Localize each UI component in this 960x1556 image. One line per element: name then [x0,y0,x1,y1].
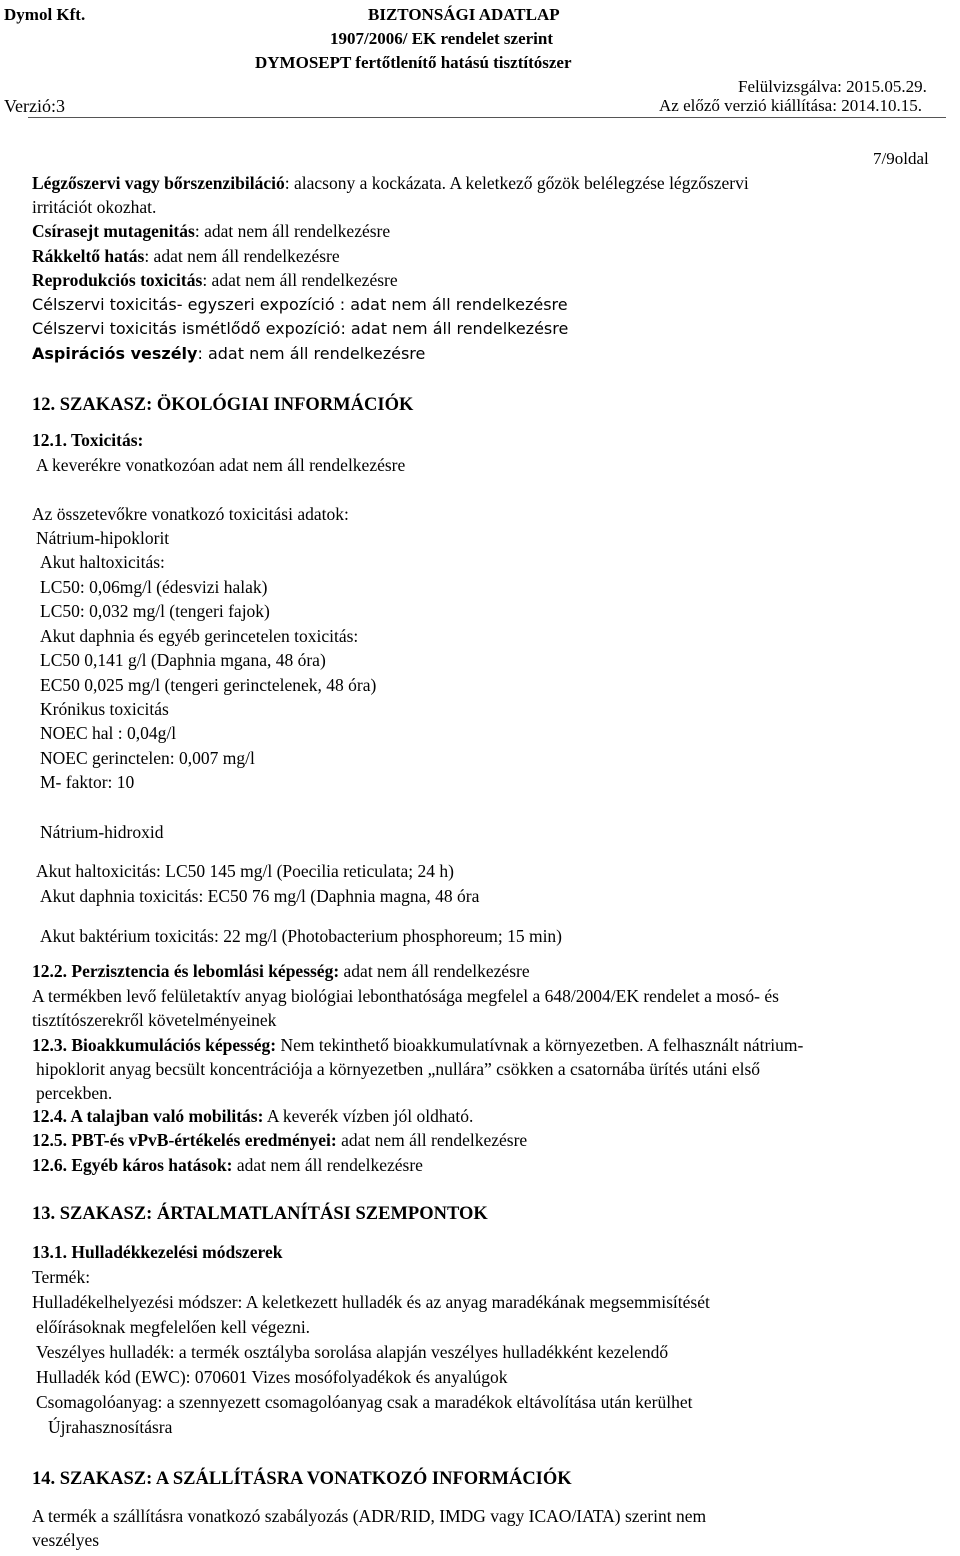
section-12-3-line3: percekben. [36,1083,113,1103]
packaging: Csomagolóanyag: a szennyezett csomagolóanyag csak a maradékok eltávolítása után kerülhet [36,1392,693,1412]
section-12-title: 12. SZAKASZ: ÖKOLÓGIAI INFORMÁCIÓK [32,395,414,415]
product-label: Termék: [32,1267,91,1287]
naoh-fish: Akut haltoxicitás: LC50 145 mg/l (Poecilia reticulata; 24 h) [36,861,454,881]
hypochlorite-name: Nátrium-hipoklorit [36,528,170,548]
section-13-title: 13. SZAKASZ: ÁRTALMATLANÍTÁSI SZEMPONTOK [32,1204,488,1224]
hypochlorite-chronic: Krónikus toxicitás [40,699,169,719]
resp-sensitisation-cont: irritációt okozhat. [32,197,157,217]
disposal-method-cont: előírásoknak megfelelően kell végezni. [36,1317,311,1337]
aspiration-hazard: Aspirációs veszély: adat nem áll rendelkezésre [32,344,426,363]
resp-sensitisation: Légzőszervi vagy bőrszenzibiláció: alacsony a kockázata. A keletkező gőzök belélegzése légzőszervi [32,173,749,193]
hypochlorite-ec50: EC50 0,025 mg/l (tengeri gerinctelenek, 48 óra) [40,675,377,695]
document-title: BIZTONSÁGI ADATLAP [368,5,560,24]
naoh-bacteria: Akut baktérium toxicitás: 22 mg/l (Photobacterium phosphoreum; 15 min) [40,926,563,946]
mutagenicity: Csírasejt mutagenitás: adat nem áll rendelkezésre [32,221,391,241]
reproductive-toxicity: Reprodukciós toxicitás: adat nem áll rendelkezésre [32,270,398,290]
waste-code: Hulladék kód (EWC): 070601 Vizes mosófolyadékok és anyalúgok [36,1367,508,1387]
hypochlorite-noec-fish: NOEC hal : 0,04g/l [40,723,177,743]
mixture-toxicity: A keverékre vonatkozóan adat nem áll rendelkezésre [36,455,406,475]
transport-line2: veszélyes [32,1530,100,1550]
section-12-2-line1: A termékben levő felületaktív anyag biológiai lebonthatósága megfelel a 648/2004/EK rendelet a mosó- és [32,986,779,1006]
section-12-6: 12.6. Egyéb káros hatások: adat nem áll rendelkezésre [32,1155,423,1175]
disposal-method: Hulladékelhelyezési módszer: A keletkezett hulladék és az anyag maradékának megsemmisítését [32,1292,710,1312]
naoh-name: Nátrium-hidroxid [40,822,164,842]
section-14-title: 14. SZAKASZ: A SZÁLLÍTÁSRA VONATKOZÓ INFORMÁCIÓK [32,1469,572,1489]
component-intro: Az összetevőkre vonatkozó toxicitási adatok: [32,504,349,524]
hypochlorite-lc50-daphnia: LC50 0,141 g/l (Daphnia mgana, 48 óra) [40,650,326,670]
section-13-1-title: 13.1. Hulladékkezelési módszerek [32,1242,283,1262]
section-12-2-line2: tisztítószerekről követelményeinek [32,1010,277,1030]
stot-repeat: Célszervi toxicitás ismétlődő expozíció: adat nem áll rendelkezésre [32,319,569,338]
naoh-daphnia: Akut daphnia toxicitás: EC50 76 mg/l (Daphnia magna, 48 óra [40,886,480,906]
header-divider [28,117,946,118]
version: Verzió:3 [4,96,65,116]
hypochlorite-noec-inv: NOEC gerinctelen: 0,007 mg/l [40,748,255,768]
product-name: DYMOSEPT fertőtlenítő hatású tisztítószer [255,53,572,72]
hypochlorite-lc50-fresh: LC50: 0,06mg/l (édesvizi halak) [40,577,268,597]
revised-date: Felülvizsgálva: 2015.05.29. [738,77,927,96]
section-12-5: 12.5. PBT-és vPvB-értékelés eredményei: adat nem áll rendelkezésre [32,1130,528,1150]
page-number: 7/9oldal [873,149,929,168]
company-name: Dymol Kft. [4,5,86,24]
regulation: 1907/2006/ EK rendelet szerint [330,29,554,48]
hypochlorite-lc50-marine: LC50: 0,032 mg/l (tengeri fajok) [40,601,270,621]
hypochlorite-fish-label: Akut haltoxicitás: [40,552,165,572]
hazardous-waste: Veszélyes hulladék: a termék osztályba sorolása alapján veszélyes hulladékként kezelendő [36,1342,669,1362]
stot-single: Célszervi toxicitás- egyszeri expozíció : adat nem áll rendelkezésre [32,295,568,314]
recycling: Újrahasznosításra [48,1417,173,1437]
hypochlorite-mfactor: M- faktor: 10 [40,772,135,792]
section-12-1-title: 12.1. Toxicitás: [32,430,144,450]
section-12-3: 12.3. Bioakkumulációs képesség: Nem tekinthető bioakkumulatívnak a környezetben. A felhasznált nátrium- [32,1035,804,1055]
transport-line1: A termék a szállításra vonatkozó szabályozás (ADR/RID, IMDG vagy ICAO/IATA) szerint nem [32,1506,707,1526]
section-12-2: 12.2. Perzisztencia és lebomlási képesség: adat nem áll rendelkezésre [32,961,530,981]
carcinogenicity: Rákkeltő hatás: adat nem áll rendelkezésre [32,246,340,266]
section-12-3-line2: hipoklorit anyag becsült koncentrációja a környezetben „nullára” csökken a csatornába ürítés utáni első [36,1059,761,1079]
section-12-4: 12.4. A talajban való mobilitás: A keverék vízben jól oldható. [32,1106,474,1126]
previous-version-date: Az előző verzió kiállítása: 2014.10.15. [659,96,922,115]
hypochlorite-daphnia-label: Akut daphnia és egyéb gerincetelen toxicitás: [40,626,359,646]
